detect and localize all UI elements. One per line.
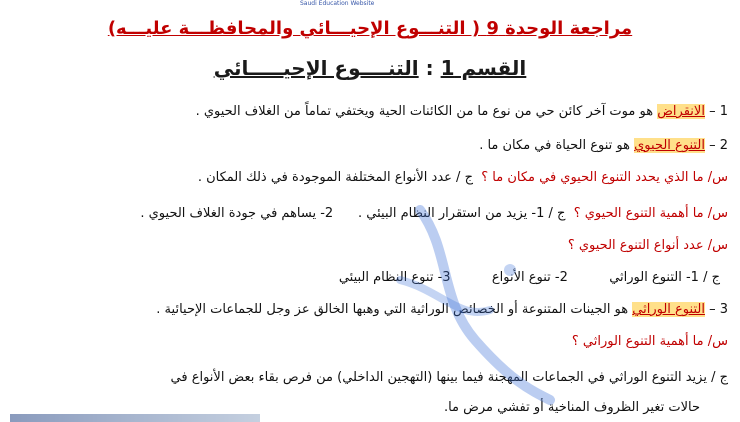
question-text: س/ عدد أنواع التنوع الحيوي ؟ <box>567 238 728 253</box>
term-genetic-diversity: التنوع الوراثي <box>632 302 705 317</box>
answer-genetic-line-2 <box>12 400 700 415</box>
section-heading <box>0 56 740 80</box>
answer-genetic-line-1 <box>12 370 728 385</box>
answer-text-2: 2- يساهم في جودة الغلاف الحيوي . <box>140 206 334 221</box>
qa-determinant <box>12 170 728 185</box>
section-colon: : <box>425 56 434 80</box>
term-biodiversity: التنوع الحيوي <box>634 138 705 153</box>
answer-text: ج / يزيد التنوع الوراثي في الجماعات المهجنة فيما بينها (التهجين الداخلي) من فرص بقاء بعض الأنواع في <box>170 370 728 385</box>
question-text: س/ ما أهمية التنوع الوراثي ؟ <box>571 334 728 349</box>
type-species: 2- تنوع الأنواع <box>491 270 568 285</box>
q-types <box>12 238 728 253</box>
question-text: س/ ما الذي يحدد التنوع الحيوي في مكان ما ؟ <box>481 170 728 185</box>
bottom-image-strip <box>10 414 260 422</box>
definition-text: هو تنوع الحياة في مكان ما . <box>479 138 630 153</box>
section-name: التنــــوع الإحيـــــائي <box>213 56 419 80</box>
answer-types <box>12 270 720 285</box>
item-genetic-diversity <box>12 302 728 317</box>
answer-text: ج / عدد الأنواع المختلفة الموجودة في ذلك المكان . <box>197 170 473 185</box>
type-ecosystem: 3- تنوع النظام البيئي <box>338 270 451 285</box>
item-number: 1 – <box>709 104 728 119</box>
section-label: القسم 1 <box>440 56 527 80</box>
unit-title <box>22 18 718 39</box>
qa-importance <box>12 206 728 221</box>
term-extinction: الانقراض <box>657 104 705 119</box>
source-stamp: Saudi Education Website <box>300 0 375 7</box>
type-genetic: ج / 1- التنوع الوراثي <box>609 270 720 285</box>
unit-number: 9 <box>486 18 499 39</box>
item-number: 3 – <box>709 302 728 317</box>
item-biodiversity <box>12 138 728 153</box>
unit-name: ( التنـــوع الإحيـــائي والمحافظـــة عليـــه) <box>107 18 481 39</box>
definition-text: هو موت آخر كائن حي من نوع ما من الكائنات الحية ويختفي تماماً من الغلاف الحيوي . <box>195 104 654 119</box>
answer-text: حالات تغير الظروف المناخية أو تفشي مرض ما. <box>443 400 700 415</box>
definition-text: هو الجينات المتنوعة أو الخصائص الوراثية التي وهبها الخالق عز وجل للجماعات الإحيائية . <box>156 302 629 317</box>
item-extinction <box>12 104 728 119</box>
question-text: س/ ما أهمية التنوع الحيوي ؟ <box>573 206 728 221</box>
answer-text: ج / 1- يزيد من استقرار النظام البيئي . <box>358 206 566 221</box>
q-genetic-importance <box>12 334 728 349</box>
item-number: 2 – <box>709 138 728 153</box>
review-label: مراجعة الوحدة <box>505 18 633 39</box>
